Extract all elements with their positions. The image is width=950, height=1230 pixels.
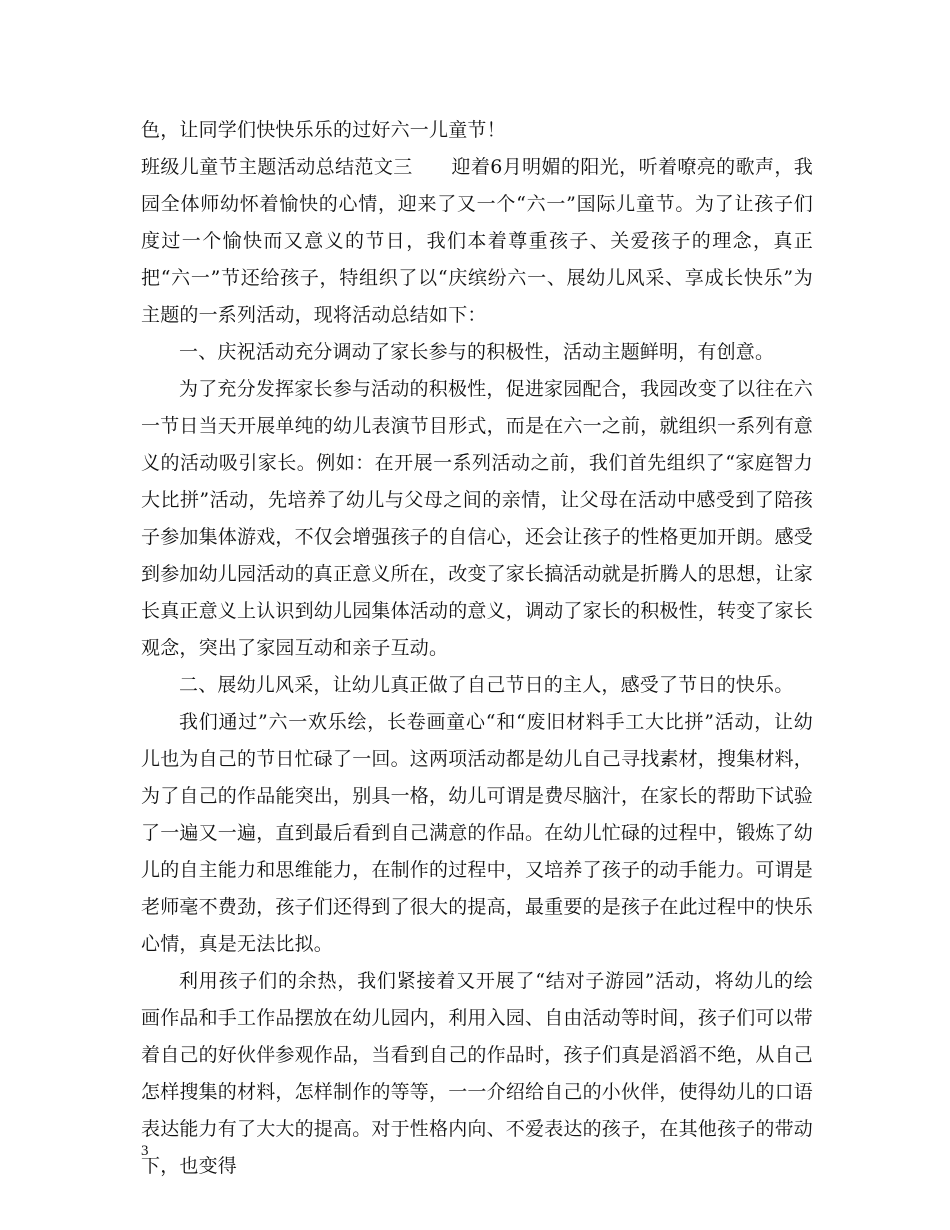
paragraph-section-heading-intro: 班级儿童节主题活动总结范文三 迎着6月明媚的阳光，听着嘹亮的歌声，我园全体师幼怀着愉快的心情，迎来了又一个“六一”国际儿童节。为了让孩子们度过一个愉快而又意义的节日，我们本着尊重孩子、关爱孩子的理念，真正把“六一”节还给孩子，特组织了以“庆缤纷六一、展幼儿风采、享成长快乐”为主题的一系列活动，现将活动总结如下： xyxy=(141,156,813,326)
paragraph-point-two-heading: 二、展幼儿风采，让幼儿真正做了自己节日的主人，感受了节日的快乐。 xyxy=(179,674,794,696)
paragraph-point-one-body: 为了充分发挥家长参与活动的积极性，促进家园配合，我园改变了以往在六一节日当天开展单纯的幼儿表演节目形式，而是在六一之前，就组织一系列有意义的活动吸引家长。例如：在开展一系列活动之前，我们首先组织了“家庭智力大比拼”活动，先培养了幼儿与父母之间的亲情，让父母在活动中感受到了陪孩子参加集体游戏，不仅会增强孩子的自信心，还会让孩子的性格更加开朗。感受到参加幼儿园活动的真正意义所在，改变了家长搞活动就是折腾人的思想，让家长真正意义上认识到幼儿园集体活动的意义，调动了家长的积极性，转变了家长观念，突出了家园互动和亲子互动。 xyxy=(141,378,814,659)
paragraph-point-two-body: 我们通过”六一欢乐绘，长卷画童心“和“废旧材料手工大比拼”活动，让幼儿也为自己的节日忙碌了一回。这两项活动都是幼儿自己寻找素材，搜集材料，为了自己的作品能突出，别具一格，幼儿可谓是费尽脑汁，在家长的帮助下试验了一遍又一遍，直到最后看到自己满意的作品。在幼儿忙碌的过程中，锻炼了幼儿的自主能力和思维能力，在制作的过程中，又培养了孩子的动手能力。可谓是老师毫不费劲，孩子们还得到了很大的提高，最重要的是孩子在此过程中的快乐心情，真是无法比拟。 xyxy=(141,711,814,955)
paragraph-point-one-heading: 一、庆祝活动充分调动了家长参与的积极性，活动主题鲜明，有创意。 xyxy=(179,341,775,363)
paragraph-pairing-activity: 利用孩子们的余热，我们紧接着又开展了“结对子游园”活动，将幼儿的绘画作品和手工作品摆放在幼儿园内，利用入园、自由活动等时间，孩子们可以带着自己的好伙伴参观作品，当看到自己的作品时，孩子们真是滔滔不绝，从自己怎样搜集的材料，怎样制作的等等，一一介绍给自己的小伙伴，使得幼儿的口语表达能力有了大大的提高。对于性格内向、不爱表达的孩子，在其他孩子的带动下，也变得 xyxy=(141,970,814,1177)
paragraph-continuation: 色，让同学们快快乐乐的过好六一儿童节！ xyxy=(141,119,506,141)
document-body xyxy=(141,112,813,1185)
page-number: 3 xyxy=(141,1143,149,1159)
